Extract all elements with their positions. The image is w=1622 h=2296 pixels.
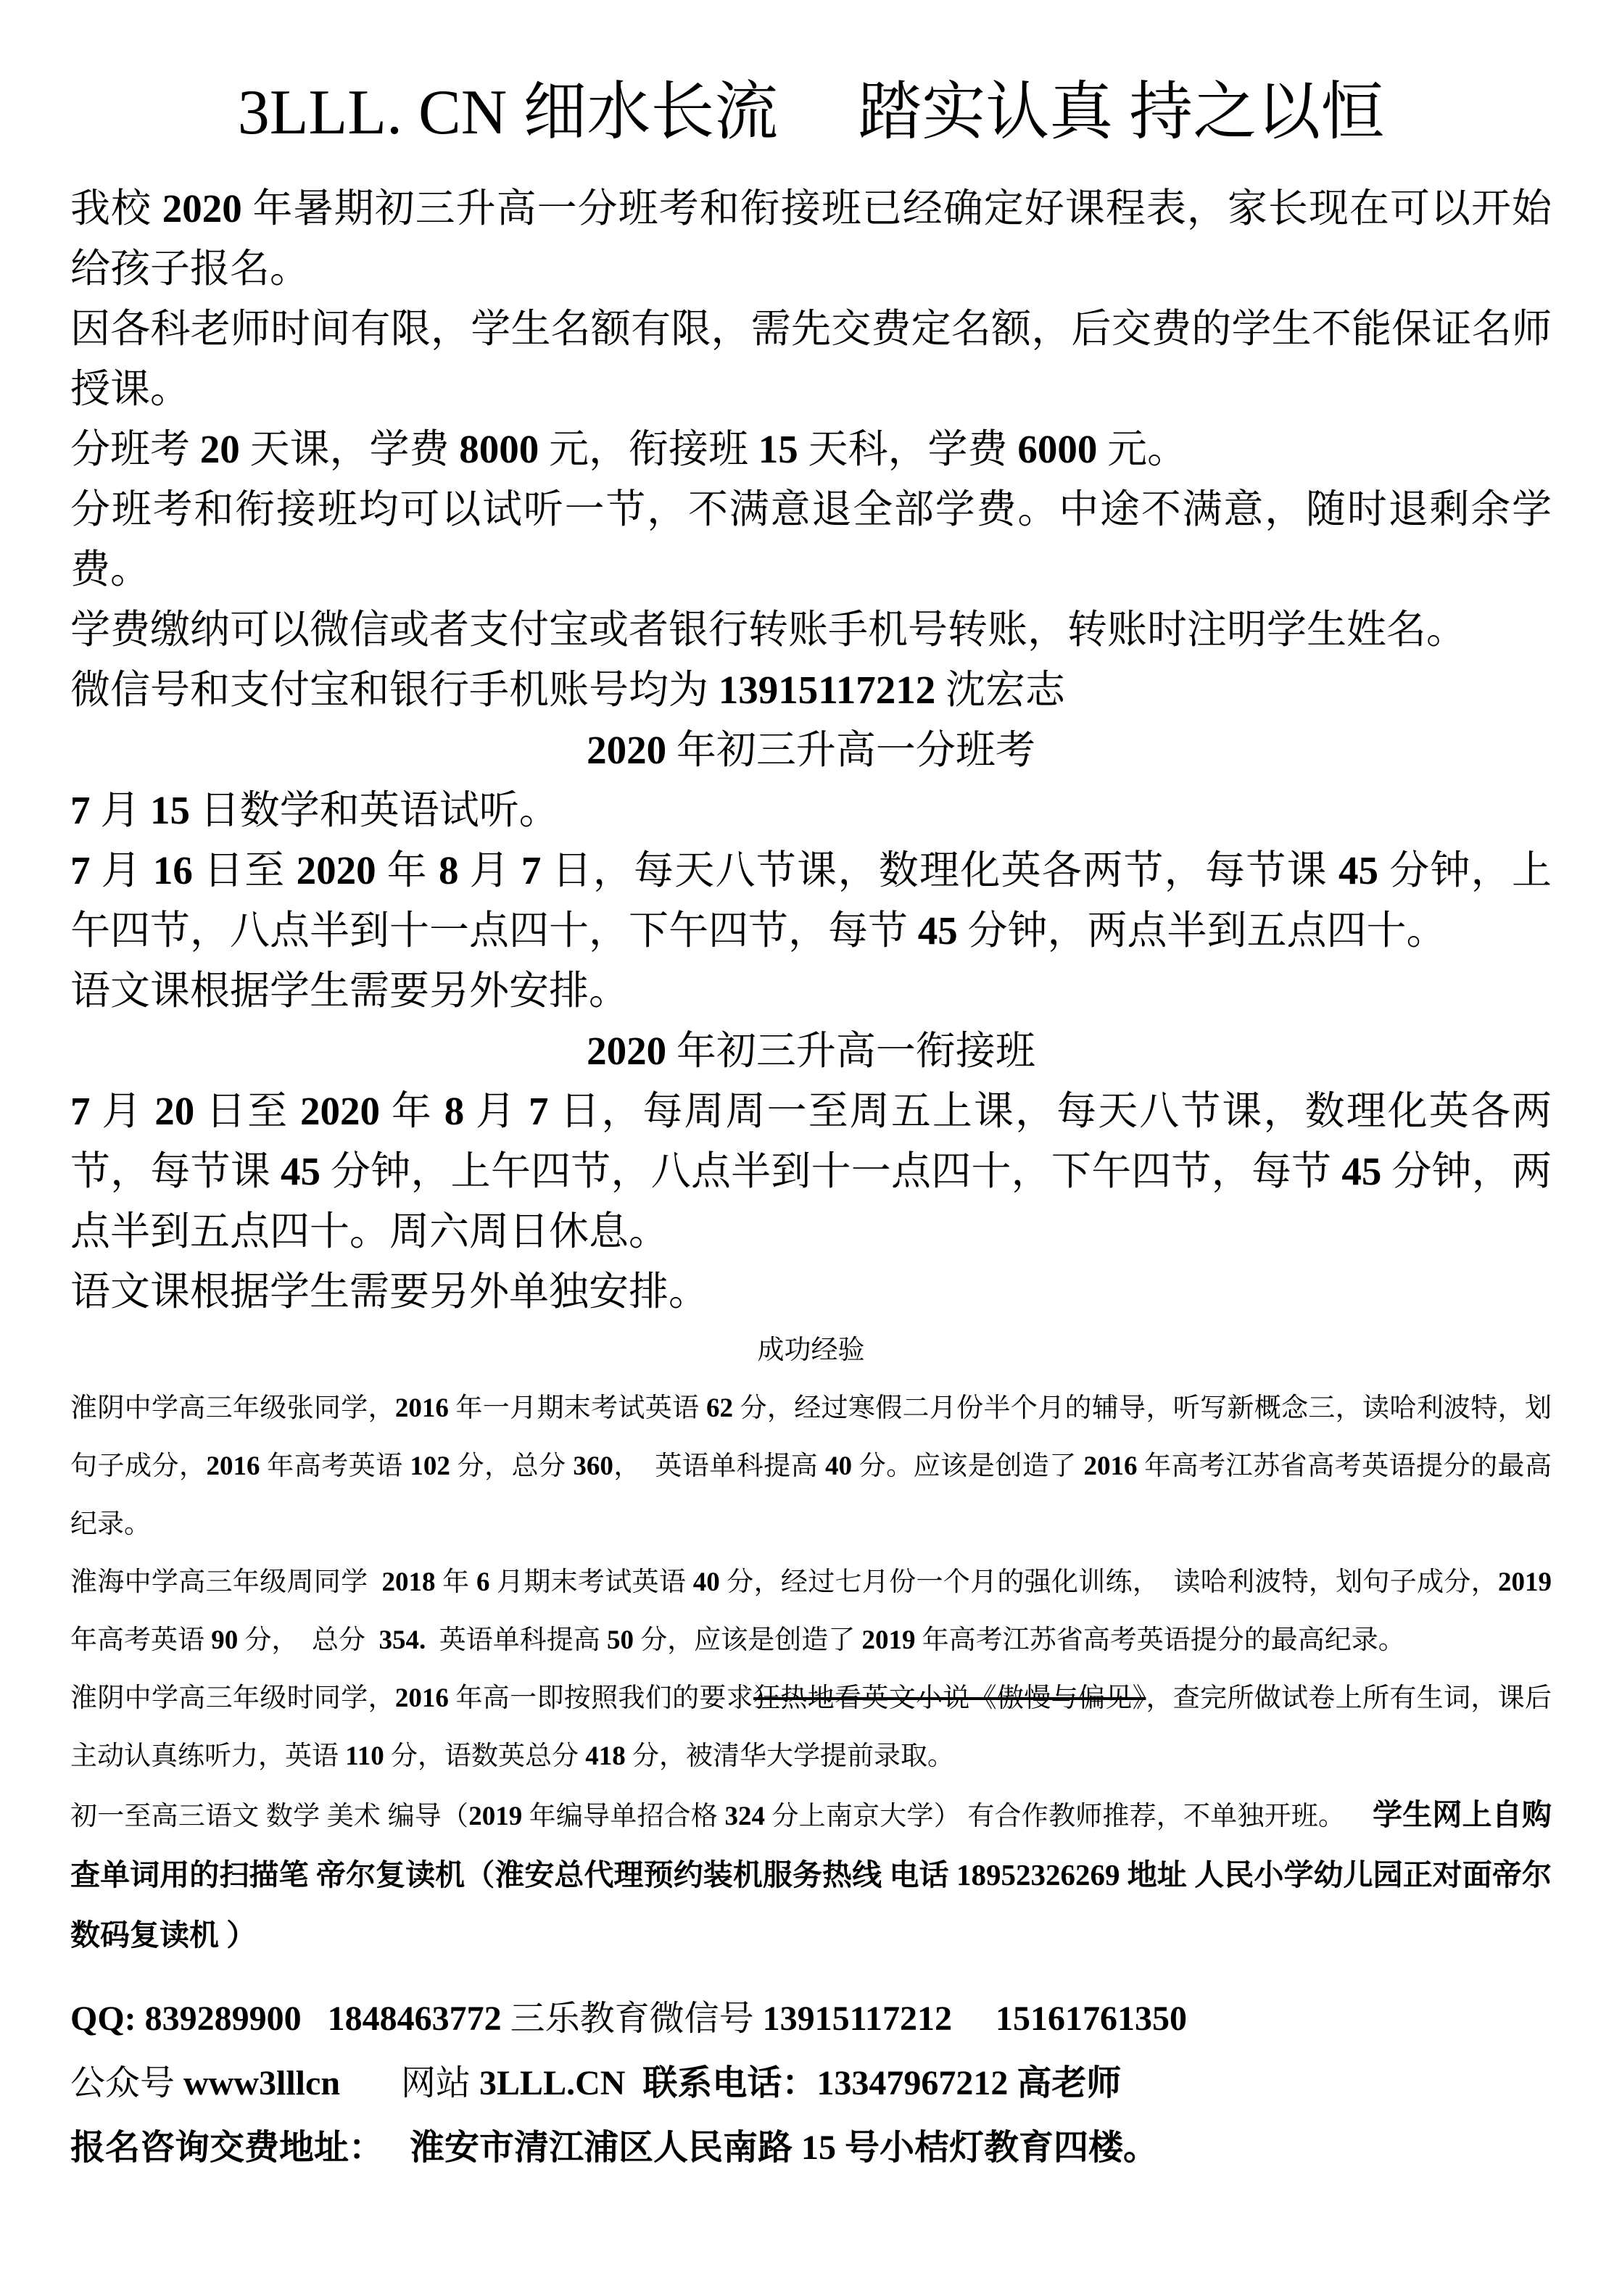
latin-run: 13915117212 — [718, 668, 936, 712]
success-story-1 — [70, 1380, 1552, 1554]
payment-method-paragraph — [70, 600, 1552, 660]
text-run: 学费缴纳可以微信或者支付宝或者银行转账手机号转账，转账时注明学生姓名。 — [70, 608, 1467, 652]
latin-run: 15 — [758, 427, 798, 471]
text-run: 我校 2020 年暑期初三升高一分班考和衔接班已经确定好课程表，家长现在可以开始给孩子报名。 — [70, 186, 1552, 291]
latin-run: 1848463772 — [327, 1999, 502, 2038]
latin-run: 3LLL.CN — [479, 2064, 626, 2102]
latin-run: 102 — [410, 1451, 450, 1481]
latin-run: 2020 — [300, 1089, 381, 1133]
latin-run: 2018 — [381, 1567, 436, 1597]
latin-run: 15 — [801, 2129, 837, 2167]
latin-run: 6000 — [1017, 427, 1098, 471]
latin-run: 8000 — [459, 427, 539, 471]
latin-run: 16 — [152, 848, 193, 892]
text-run: 报名咨询交费地址： 淮安市清江浦区人民南路 15 号小桔灯教育四楼。 — [70, 2129, 1159, 2167]
latin-run: 839289900 — [144, 1999, 302, 2038]
latin-run: 40 — [825, 1451, 853, 1481]
latin-run: 45 — [281, 1149, 321, 1193]
latin-run: 50 — [607, 1625, 634, 1655]
text-run: 学生网上自购查单词用的扫描笔 帝尔复读机（淮安总代理预约装机服务热线 电话 18952326269 地址 人民小学幼儿园正对面帝尔数码复读机 ） — [70, 1798, 1552, 1952]
latin-run: 2020 — [587, 1029, 667, 1073]
payment-account-paragraph — [70, 660, 1552, 720]
latin-run: 8 — [438, 848, 459, 892]
refund-paragraph — [70, 479, 1552, 600]
text-run: 淮阴中学高三年级张同学，2016 年一月期末考试英语 62 分，经过寒假二月份半个月的辅导，听写新概念三，读哈利波特，划句子成分，2016 年高考英语 102 分，总分 360， 英语单科提高 40 分。应该是创造了 2016 年高考江苏省高考英语提分的最高纪录。 — [70, 1393, 1552, 1539]
latin-run: 40 — [692, 1567, 720, 1597]
text-run: QQ: 839289900 1848463772 三乐教育微信号 13915117212 15161761350 — [70, 1999, 1188, 2038]
bridge-schedule-paragraph — [70, 1081, 1552, 1261]
page-title: 3LLL. CN 细水长流 踏实认真 持之以恒 — [237, 78, 1385, 148]
placement-trial-paragraph — [70, 780, 1552, 840]
latin-run: 7 — [70, 788, 91, 832]
latin-run: 15 — [150, 788, 191, 832]
text-run: ，查完所做试卷上所有生词，课后主动认真练听力，英语 110 分，语数英总分 418 分，被清华大学提前录取。 — [70, 1683, 1552, 1771]
latin-run: www3lllcn — [183, 2064, 341, 2102]
latin-run: 62 — [706, 1393, 733, 1423]
intro-paragraph-2 — [70, 299, 1552, 419]
latin-run: 324 — [724, 1802, 766, 1831]
latin-run: 2020 — [162, 186, 242, 231]
text-run: 7 月 20 日至 2020 年 8 月 7 日，每周周一至周五上课，每天八节课，数理化英各两节，每节课 45 分钟，上午四节，八点半到十一点四十，下午四节，每节 45 分钟，两点半到五点四十。周六周日休息。 — [70, 1089, 1552, 1253]
latin-run: 418 — [585, 1741, 626, 1771]
success-story-2 — [70, 1554, 1559, 1670]
latin-run: 110 — [345, 1741, 384, 1771]
latin-run: 45 — [917, 908, 958, 953]
text-run: 初一至高三语文 数学 美术 编导（2019 年编导单招合格 324 分上南京大学） 有合作教师推荐，不单独开班。 — [70, 1802, 1373, 1831]
tuition-paragraph — [70, 419, 1552, 479]
placement-schedule-paragraph — [70, 840, 1552, 961]
text-run: 7 月 15 日数学和英语试听。 — [70, 788, 559, 832]
text-run: 成功经验 — [757, 1335, 865, 1365]
text-run: 分班考和衔接班均可以试听一节，不满意退全部学费。中途不满意，随时退剩余学费。 — [70, 487, 1552, 592]
strikethrough-text: 狂热地看英文小说《傲慢与偏见》 — [753, 1683, 1146, 1713]
latin-run: 45 — [1338, 848, 1379, 892]
latin-run: 20 — [154, 1089, 195, 1133]
text-run: 2020 年初三升高一衔接班 — [587, 1029, 1035, 1073]
latin-run: 90 — [211, 1625, 239, 1655]
text-run: 语文课根据学生需要另外单独安排。 — [70, 1269, 709, 1314]
latin-run: 18952326269 — [956, 1858, 1120, 1891]
text-run: 淮阴中学高三年级时同学，2016 年高一即按照我们的要求 — [70, 1683, 754, 1713]
latin-run: 2020 — [587, 728, 667, 772]
latin-run: 2016 — [394, 1393, 449, 1423]
text-run: 分班考 20 天课，学费 8000 元，衔接班 15 天科，学费 6000 元。 — [70, 427, 1188, 471]
placement-chinese-paragraph — [70, 961, 1552, 1021]
latin-run: 2016 — [206, 1451, 260, 1481]
latin-run: 2020 — [296, 848, 376, 892]
latin-run: 20 — [199, 427, 240, 471]
latin-run: 7 — [70, 1089, 91, 1133]
text-run: 2020 年初三升高一分班考 — [587, 728, 1035, 772]
intro-paragraph-1 — [70, 178, 1552, 299]
contact-web-line — [70, 2051, 1552, 2115]
bridge-class-heading — [70, 1021, 1552, 1081]
latin-run: 15161761350 — [996, 1999, 1188, 2038]
success-story-3 — [70, 1670, 1552, 1786]
text-run: 因各科老师时间有限，学生名额有限，需先交费定名额，后交费的学生不能保证名师授课。 — [70, 307, 1552, 411]
latin-run: 7 — [521, 848, 542, 892]
latin-run: 13915117212 — [762, 1999, 953, 2038]
latin-run: 2019 — [861, 1625, 916, 1655]
text-run: 公众号 www3lllcn 网站 3LLL.CN — [70, 2064, 626, 2102]
latin-run: 7 — [70, 848, 91, 892]
text-run: 语文课根据学生需要另外安排。 — [70, 969, 629, 1013]
document-body — [70, 178, 1559, 2180]
bridge-chinese-paragraph — [70, 1261, 1552, 1322]
latin-run: 7 — [528, 1089, 549, 1133]
latin-run: 2016 — [1083, 1451, 1138, 1481]
latin-run: 13347967212 — [816, 2064, 1009, 2102]
latin-run: 6 — [476, 1567, 490, 1597]
placement-exam-heading — [70, 720, 1552, 780]
contact-qq-line — [70, 1986, 1552, 2051]
latin-run: 2019 — [1498, 1567, 1552, 1597]
latin-run: 354. — [378, 1625, 426, 1655]
text-run: 微信号和支付宝和银行手机账号均为 13915117212 沈宏志 — [70, 668, 1065, 712]
text-run: 淮海中学高三年级周同学 2018 年 6 月期末考试英语 40 分，经过七月份一个月的强化训练， 读哈利波特，划句子成分，2019 年高考英语 90 分， 总分 354. 英语单科提高 50 分，应该是创造了 2019 年高考江苏省高考英语提分的最高纪录。 — [70, 1567, 1559, 1655]
latin-run: 2016 — [394, 1683, 449, 1713]
success-heading — [70, 1322, 1552, 1380]
other-courses-paragraph — [70, 1786, 1552, 1966]
contact-address-line — [70, 2115, 1552, 2180]
latin-run: 8 — [444, 1089, 465, 1133]
text-run: 联系电话：13347967212 高老师 — [642, 2064, 1122, 2102]
text-run: 7 月 16 日至 2020 年 8 月 7 日，每天八节课，数理化英各两节，每节课 45 分钟，上午四节，八点半到十一点四十，下午四节，每节 45 分钟，两点半到五点四十。 — [70, 848, 1552, 953]
latin-run: 2019 — [468, 1802, 523, 1831]
latin-run: QQ: — [70, 1999, 136, 2038]
latin-run: 360 — [573, 1451, 613, 1481]
latin-run: 45 — [1341, 1149, 1382, 1193]
